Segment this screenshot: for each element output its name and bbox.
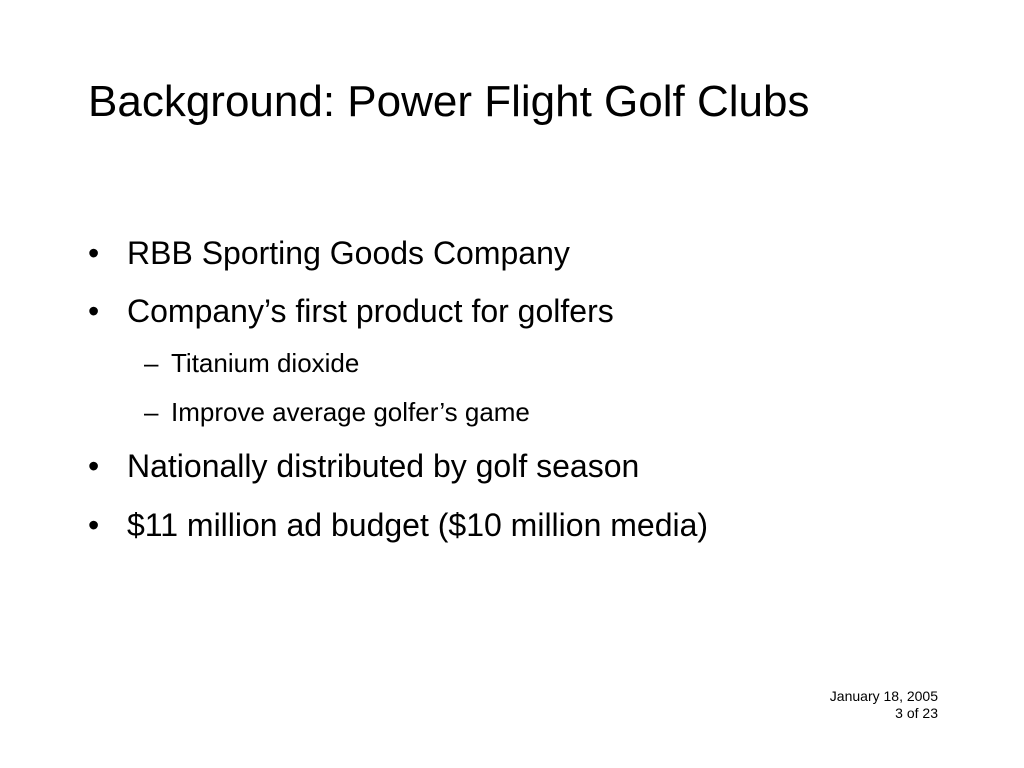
slide-number: 3 of 23 bbox=[895, 705, 938, 721]
bullet-item bbox=[88, 233, 788, 273]
bullet-text: Company’s first product for golfers bbox=[127, 293, 614, 329]
bullet-text: Nationally distributed by golf season bbox=[127, 448, 640, 484]
bullet-item bbox=[88, 291, 788, 331]
sub-bullet-text: Titanium dioxide bbox=[171, 348, 360, 378]
slide-footer bbox=[830, 688, 938, 722]
sub-bullet-marker: – bbox=[144, 397, 159, 427]
bullet-marker: • bbox=[88, 448, 100, 484]
bullet-marker: • bbox=[88, 293, 100, 329]
bullet-text: $11 million ad budget ($10 million media) bbox=[127, 507, 709, 543]
sub-bullet-item bbox=[144, 395, 744, 429]
sub-bullet-item bbox=[144, 346, 744, 380]
bullet-item bbox=[88, 505, 908, 545]
bullet-item bbox=[88, 446, 848, 486]
sub-bullet-text: Improve average golfer’s game bbox=[171, 397, 530, 427]
bullet-marker: • bbox=[88, 507, 100, 543]
sub-bullet-marker: – bbox=[144, 348, 159, 378]
footer-date: January 18, 2005 bbox=[829, 688, 938, 704]
bullet-text: RBB Sporting Goods Company bbox=[127, 235, 570, 271]
slide-title: Background: Power Flight Golf Clubs bbox=[88, 77, 810, 126]
bullet-marker: • bbox=[88, 235, 100, 271]
